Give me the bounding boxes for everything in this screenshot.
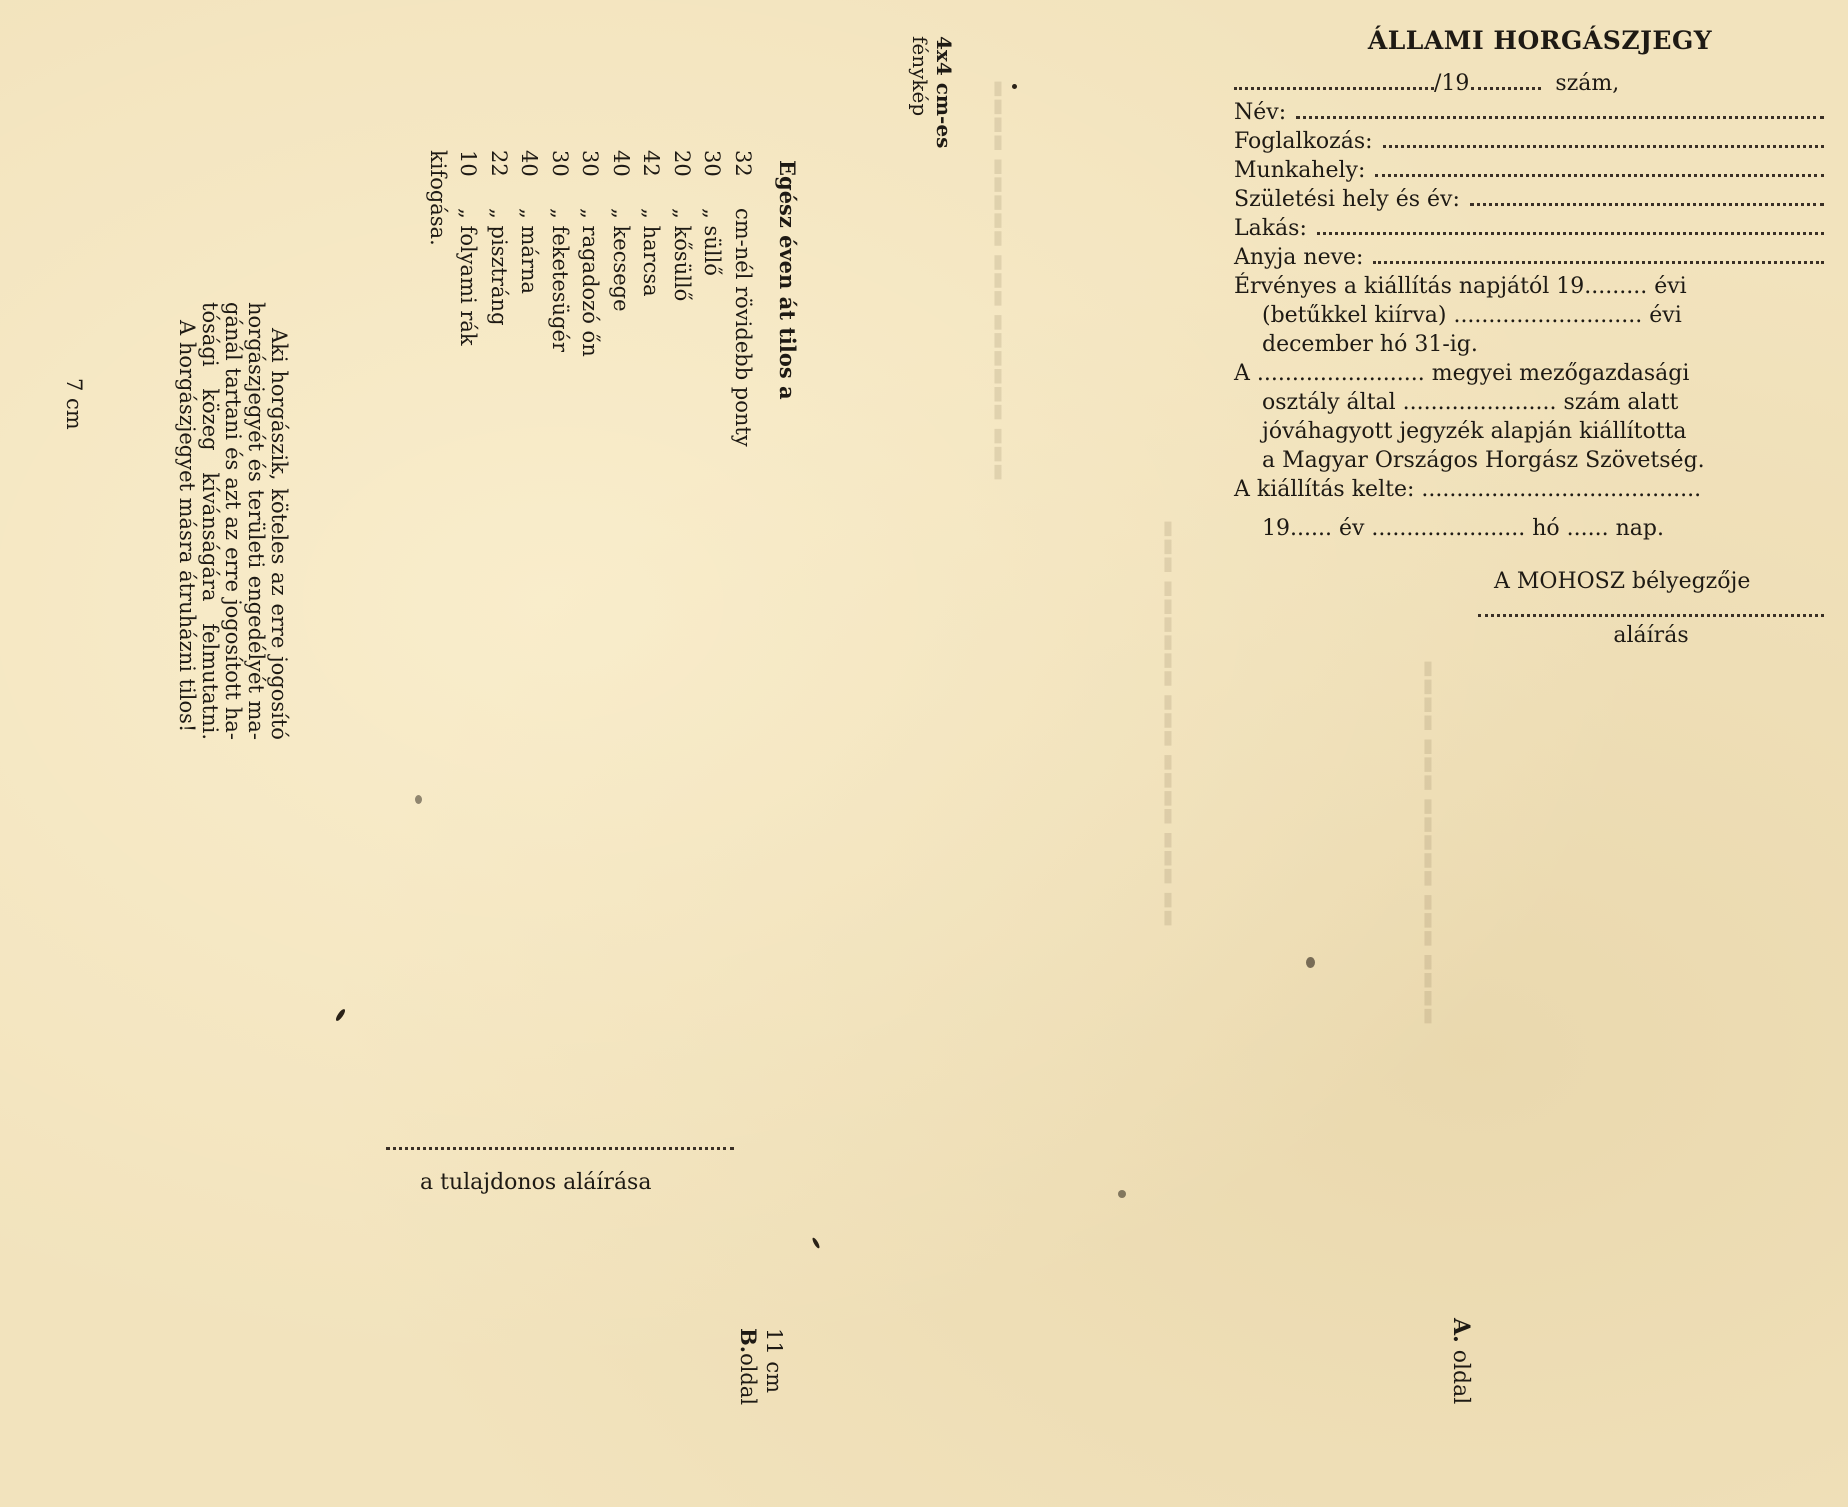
- list-item: 40 „ márna: [517, 150, 542, 295]
- paper-speck: [334, 1008, 346, 1022]
- notice-line-1: Aki horgászik, köteles az erre jogosító: [267, 328, 291, 740]
- list-item: 10 „ folyami rák: [456, 150, 481, 346]
- owner-signature-label: a tulajdonos aláírása: [420, 1170, 652, 1195]
- paper-speck: [415, 795, 422, 804]
- prohibition-list: [423, 150, 759, 447]
- signature-line: [1478, 614, 1824, 617]
- approval-text: A ........................ megyei mezőgazdasági osztály által ...................... szám alatt jóváhagyott jegyzék alapján kiállította a Magyar Országos Horgász Szövetség.: [1234, 361, 1705, 473]
- list-item: 22 „ pisztráng: [487, 150, 511, 326]
- show-through-text: ▬▬▬ ▬▬▬▬▬▬ ▬▬▬ ▬▬▬▬ ▬▬▬ ▬▬: [1158, 520, 1180, 928]
- list-item: 30 „ ragadozó őn: [578, 150, 603, 357]
- owner-signature: [386, 1135, 734, 1195]
- width-dimension: 7 cm: [62, 378, 86, 430]
- list-item-after: kifogása.: [426, 150, 450, 246]
- paper-speck: [1306, 957, 1315, 968]
- ticket-number-line: [1234, 69, 1828, 98]
- list-item: 32 cm-nél rövidebb ponty: [731, 150, 755, 447]
- paper-speck: [811, 1237, 820, 1249]
- dotted-blank: [1317, 232, 1824, 235]
- field-workplace: Munkahely:: [1234, 156, 1828, 185]
- dotted-blank: [1234, 87, 1434, 90]
- list-item: 40 „ kecsege: [609, 150, 633, 312]
- photo-placeholder: 4x4 cm-es fénykép: [908, 36, 956, 149]
- a-side-panel: [1234, 26, 1828, 648]
- list-item: 20 „ kősüllő: [670, 150, 694, 302]
- dotted-blank: [1471, 87, 1541, 90]
- notice-paragraph: [175, 302, 290, 740]
- field-birthplace: Születési hely és év:: [1234, 185, 1828, 214]
- show-through-text: ▬▬▬▬ ▬▬▬ ▬▬▬▬▬ ▬▬▬ ▬▬▬▬: [1418, 660, 1440, 1026]
- signature-label: aláírás: [1613, 623, 1689, 648]
- height-dimension: 11 cm: [762, 1328, 786, 1394]
- field-name: Név:: [1234, 98, 1828, 127]
- notice-line-5: A horgászjegyet másra átruházni tilos!: [175, 320, 199, 733]
- notice-line-3: gánál tartani és azt az erre jogosított ha-: [221, 302, 245, 740]
- notice-line-4: tósági közeg kívánságára felmutatni.: [198, 302, 222, 740]
- b-side-label: 11 cm B.oldal: [736, 1328, 786, 1406]
- issue-date: A kiállítás kelte: ........................................ 19...... év ...................... hó ...... nap.: [1234, 477, 1702, 541]
- stamp-label: A MOHOSZ bélyegzője: [1494, 569, 1751, 594]
- dotted-blank: [1375, 174, 1824, 177]
- number-suffix: szám,: [1555, 71, 1620, 96]
- a-side-label: A. oldal: [1448, 1318, 1474, 1405]
- list-item: 42 „ harcsa: [639, 150, 664, 297]
- list-item: 30 „ feketesügér: [548, 150, 572, 352]
- paper-speck: [1118, 1190, 1126, 1198]
- field-address: Lakás:: [1234, 214, 1828, 243]
- list-item: 30 „ süllő: [700, 150, 725, 276]
- show-through-text: ▬▬▬▬ ▬▬▬▬▬ ▬▬▬ ▬▬▬▬▬▬ ▬▬▬: [988, 80, 1010, 482]
- field-mother-name: Anyja neve:: [1234, 243, 1828, 272]
- prohibition-intro: Egész éven át tilos a: [775, 160, 800, 400]
- dotted-blank: [1383, 145, 1824, 148]
- signature-line: [386, 1147, 734, 1150]
- field-occupation: Foglalkozás:: [1234, 127, 1828, 156]
- dotted-blank: [1296, 116, 1824, 119]
- paper-speck: [1012, 84, 1017, 89]
- notice-line-2: horgászjegyét és területi engedélyét ma-: [244, 302, 268, 740]
- number-separator: /19: [1434, 71, 1470, 96]
- dotted-blank: [1470, 203, 1824, 206]
- dotted-blank: [1373, 261, 1824, 264]
- validity-text: Érvényes a kiállítás napjától 19......... évi (betűkkel kiírva) ........................... évi december hó 31-ig.: [1234, 274, 1687, 357]
- ticket-title: ÁLLAMI HORGÁSZJEGY: [1367, 26, 1713, 55]
